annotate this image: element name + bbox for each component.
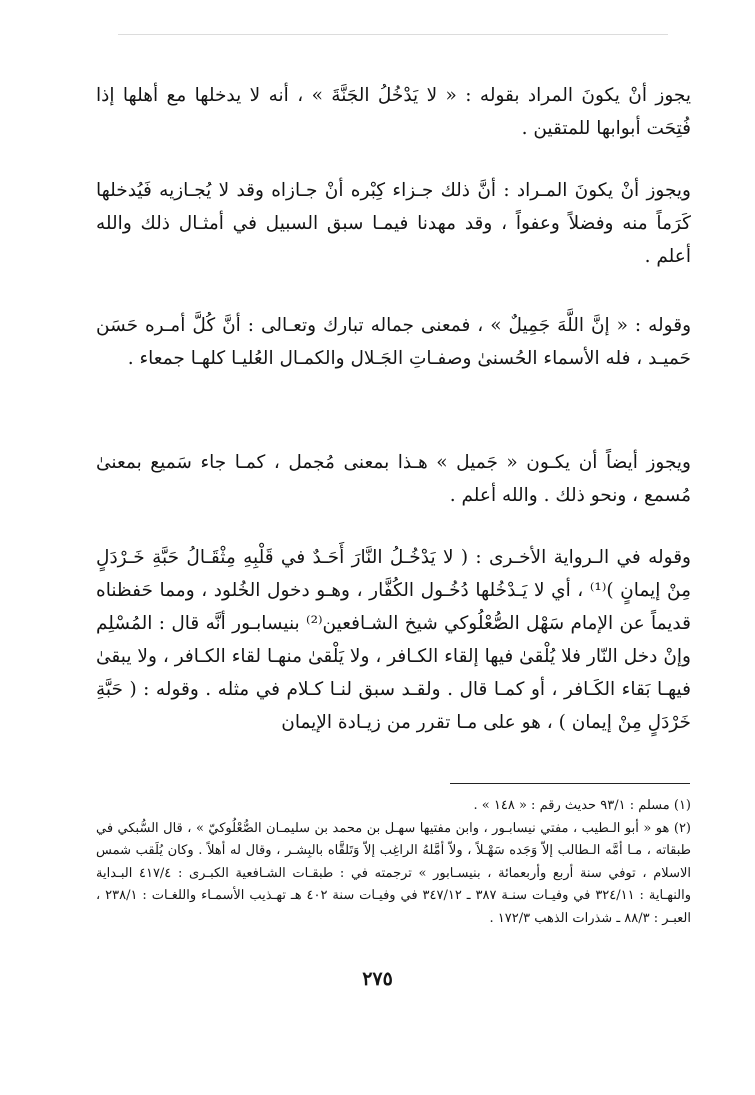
- page-edge-line: [118, 34, 668, 35]
- paragraph-3: وقوله : « إنَّ اللَّهَ جَمِيلٌ » ، فمعنى جماله تبارك وتعـالى : أنَّ كُلَّ أمـره حَسَن حَميـد ، فله الأسماء الحُسنىٰ وصفـاتِ الجَـلال والكمـال العُليـا كلهـا جمعاء .: [96, 315, 691, 369]
- footnote-1: (١) مسلم : ٩٣/١ حديث رقم : « ١٤٨ » .: [473, 798, 691, 813]
- footnote-separator: [450, 783, 690, 784]
- paragraph-1: يجوز أنْ يكونَ المراد بقوله : « لا يَدْخُلُ الجَنَّةَ » ، أنه لا يدخلها مع أهلها إذا فُتِحَت أبوابها للمتقين .: [96, 85, 691, 139]
- paragraph-5: وقوله في الـرواية الأخـرى : ( لا يَدْخُـلُ النَّارَ أَحَـدٌ في قَلْبِهِ مِثْقَـالُ حَبَّةِ خَـرْدَلٍ مِنْ إيمانٍ )⁽¹⁾ ، أي لا يَـدْخُلها دُخُـول الكُفَّار ، وهـو دخول الخُلود ، ومما حَفظناه قديماً عن الإمام سَهْل الصُّعْلُوكي شيخ الشـافعين⁽²⁾ بنيسابـور أنَّه قال : المُسْلِم وإنْ دخل النّار فلا يُلْقىٰ فيها إلقاء الكـافر ، ولا يَلْقىٰ منهـا لقاء الكـافر ، ولا يبقىٰ فيهـا بَقاء الكَـافر ، أو كمـا قال . ولقـد سبق لنـا كـلام في مثله . وقوله : ( حَبَّةِ خَرْدَلٍ مِنْ إيمان ) ، هو على مـا تقرر من زيـادة الإيمان: [96, 547, 691, 733]
- footnote-2: (٢) هو « أبو الـطيب ، مفتي نيسابـور ، وابن مفتيها سهـل بن محمد بن سليمـان الصُّعْلُوكيّ » ، قال السُّبكي في طبقاته ، مـا أمَّه الـطالب إلاّ وَجَده سَهْـلاً ، ولاّ أمَّلهُ الراغِب إلاّ وَتَلقَّاه بالبِشـر ، وقال له أهلاً . وكان يُلَقب شمس الاسلام ، توفي سنة أربع وأربعمائة ، بنيسـابور » ترجمته في : طبقـات الشـافعية الكبـرى : ٤١٧/٤ البـداية والنهـاية : ٣٢٤/١١ في وفيـات سنـة ٣٨٧ ـ ٣٤٧/١٢ في وفيـات سنة ٤٠٢ هـ تهـذيب الأسمـاء واللغـات : ٢٣٨/١ ، العبـر : ٨٨/٣ ـ شذرات الذهب ١٧٢/٣ .: [96, 820, 691, 926]
- footnotes: [96, 795, 691, 930]
- page-number: ٢٧٥: [362, 968, 393, 990]
- paragraph-2: ويجوز أنْ يكونَ المـراد : أنَّ ذلك جـزاء كِبْره أنْ جـازاه وقد لا يُجـازيه فَيُدخلها كَرَماً منه وفضلاً وعفواً ، وقد مهدنا فيمـا سبق السبيل في أمثـال ذلك والله أعلم .: [96, 180, 691, 267]
- paragraph-4: ويجوز أيضاً أن يكـون « جَميل » هـذا بمعنى مُجمل ، كمـا جاء سَميع بمعنىٰ مُسمع ، ونحو ذلك . والله أعلم .: [96, 452, 691, 506]
